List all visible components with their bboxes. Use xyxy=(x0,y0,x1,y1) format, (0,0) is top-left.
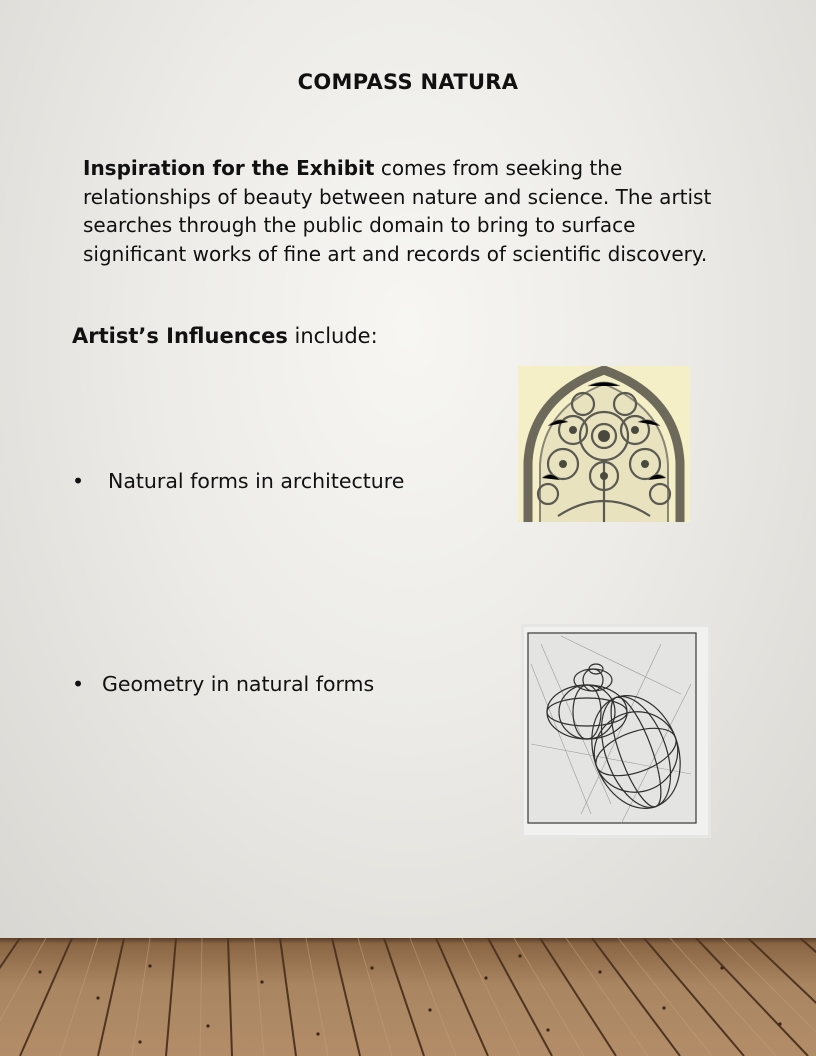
architecture-image xyxy=(518,366,690,522)
influences-heading xyxy=(72,324,378,348)
bullet-item-geometry xyxy=(72,672,374,696)
bullet-label: Geometry in natural forms xyxy=(102,672,375,696)
bullet-item-architecture xyxy=(72,469,404,493)
intro-text: comes from seeking the relationships of beauty between nature and science. The artist searches through the public domain to bring to surface significant works of fine art and records of scientific discovery. xyxy=(83,156,712,266)
influences-lead: Artist’s Influences xyxy=(72,324,288,348)
intro-paragraph xyxy=(83,154,733,268)
bullet-marker: • xyxy=(72,672,85,696)
intro-lead: Inspiration for the Exhibit xyxy=(83,156,375,180)
geometry-image xyxy=(521,624,711,838)
wood-floor xyxy=(0,938,816,1056)
page-title: COMPASS NATURA xyxy=(297,70,519,94)
bullet-marker: • xyxy=(72,469,85,493)
influences-text: include: xyxy=(287,324,378,348)
bullet-label: Natural forms in architecture xyxy=(108,469,405,493)
